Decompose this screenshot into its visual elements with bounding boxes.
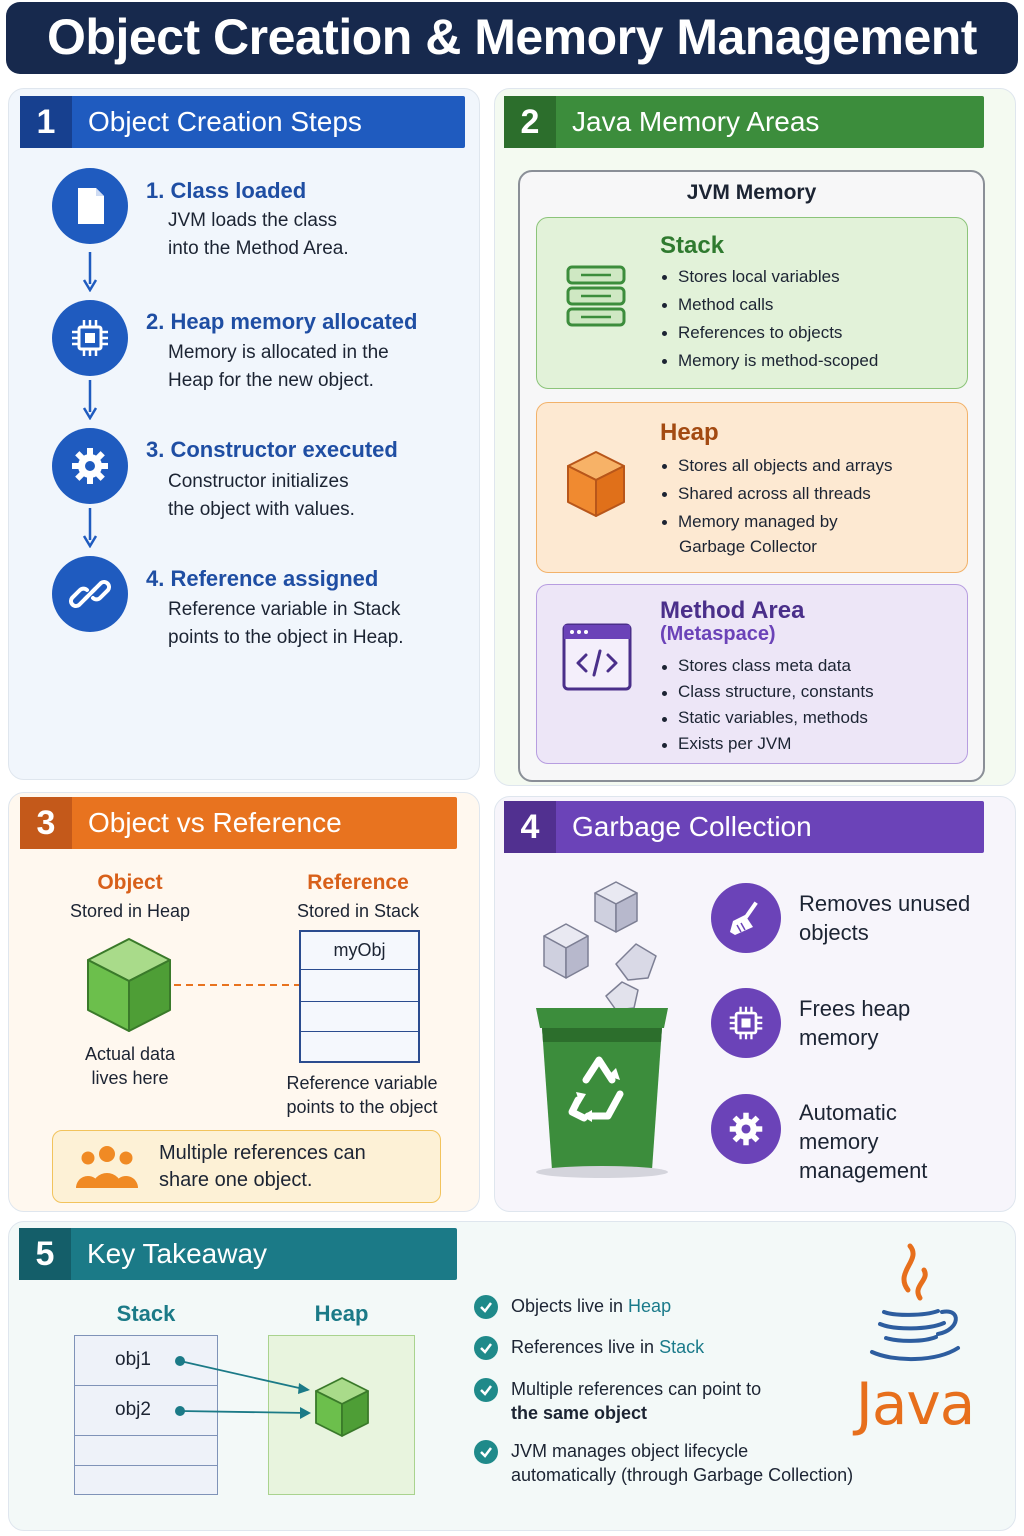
stack-slot bbox=[301, 1032, 418, 1061]
gc-point-line: Frees heap bbox=[799, 996, 911, 1021]
step-title: 4. Reference assigned bbox=[146, 566, 379, 591]
gc-point bbox=[799, 889, 970, 947]
stack-list-item: Memory is method-scoped bbox=[660, 347, 878, 375]
people-group-icon bbox=[74, 1144, 140, 1190]
note-line: share one object. bbox=[159, 1169, 313, 1191]
takeaway-text-bold: the same object bbox=[511, 1403, 648, 1423]
chip-icon bbox=[711, 988, 781, 1058]
section-title: Java Memory Areas bbox=[572, 106, 820, 137]
takeaway-text: automatically (through Garbage Collection) bbox=[511, 1465, 854, 1485]
heap-list-continuation: Garbage Collector bbox=[679, 537, 817, 556]
object-caption-line: Actual data bbox=[84, 1044, 176, 1064]
heap-list-item: Memory managed by bbox=[660, 508, 893, 536]
step-body-line: Heap for the new object. bbox=[168, 370, 374, 391]
gc-point bbox=[799, 1098, 927, 1185]
stack-slot bbox=[301, 1002, 418, 1032]
takeaway-text: Multiple references can point to bbox=[511, 1379, 762, 1399]
link-icon bbox=[52, 556, 128, 632]
object-cube-icon bbox=[84, 936, 174, 1034]
takeaway-point bbox=[511, 1335, 704, 1359]
reference-variable: myObj bbox=[301, 932, 418, 970]
gc-point-line: memory bbox=[799, 1129, 879, 1154]
note-line: Multiple references can bbox=[159, 1142, 366, 1164]
broom-icon bbox=[711, 883, 781, 953]
check-icon bbox=[474, 1440, 498, 1464]
takeaway-text: References live in bbox=[511, 1337, 660, 1357]
method-area-list-item: Class structure, constants bbox=[660, 679, 874, 705]
gc-point-line: memory bbox=[799, 1025, 879, 1050]
section-title: Garbage Collection bbox=[572, 811, 812, 842]
step-body-line: Constructor initializes bbox=[168, 471, 349, 492]
arrow-down-icon bbox=[82, 380, 98, 420]
step-title: 3. Constructor executed bbox=[146, 437, 398, 462]
reference-caption-line: points to the object bbox=[286, 1097, 438, 1117]
section-number: 1 bbox=[20, 96, 72, 148]
stack-layers-icon bbox=[565, 265, 627, 327]
stack-title: Stack bbox=[660, 232, 725, 259]
takeaway-point bbox=[511, 1377, 761, 1425]
stack-list-item: Stores local variables bbox=[660, 263, 878, 291]
heap-list bbox=[660, 452, 893, 536]
gear-icon bbox=[711, 1094, 781, 1164]
stack-variable: obj1 bbox=[115, 1349, 151, 1370]
stack-list bbox=[660, 263, 878, 375]
heap-list-item: Stores all objects and arrays bbox=[660, 452, 893, 480]
shared-object-text bbox=[159, 1140, 366, 1194]
cube-icon bbox=[564, 448, 628, 520]
stack-row bbox=[75, 1436, 217, 1466]
check-icon bbox=[474, 1378, 498, 1402]
stack-list-item: Method calls bbox=[660, 291, 878, 319]
jvm-memory-label: JVM Memory bbox=[686, 181, 817, 204]
section-number: 4 bbox=[504, 801, 556, 853]
object-label: Object bbox=[97, 871, 163, 894]
gear-icon bbox=[52, 428, 128, 504]
reference-label: Reference bbox=[307, 871, 409, 894]
memory-header bbox=[504, 96, 984, 148]
heap-cube-icon bbox=[313, 1376, 371, 1438]
step-body-line: JVM loads the class bbox=[168, 210, 337, 231]
gc-point bbox=[799, 994, 910, 1052]
arrow-down-icon bbox=[82, 508, 98, 548]
check-icon bbox=[474, 1336, 498, 1360]
takeaway-point bbox=[511, 1439, 853, 1487]
page-title: Object Creation & Memory Management bbox=[6, 2, 1018, 74]
gc-point-line: objects bbox=[799, 920, 869, 945]
recycle-bin-icon bbox=[526, 880, 676, 1180]
method-area-list-item: Stores class meta data bbox=[660, 653, 874, 679]
step-body bbox=[168, 596, 404, 652]
gc-point-line: Automatic bbox=[799, 1100, 897, 1125]
method-area-list-item: Static variables, methods bbox=[660, 705, 874, 731]
section-title: Object Creation Steps bbox=[88, 106, 362, 137]
takeaway-stack-label: Stack bbox=[116, 1301, 176, 1326]
heap-title: Heap bbox=[660, 419, 719, 446]
gc-header bbox=[504, 801, 984, 853]
java-cup-logo bbox=[864, 1242, 964, 1370]
step-body bbox=[168, 339, 389, 395]
step-body bbox=[168, 468, 355, 524]
step-body-line: Memory is allocated in the bbox=[168, 342, 389, 363]
objref-header bbox=[20, 797, 457, 849]
stack-slot bbox=[301, 970, 418, 1002]
reference-stack-table bbox=[299, 930, 420, 1063]
section-number: 3 bbox=[20, 797, 72, 849]
step-body-line: Reference variable in Stack bbox=[168, 599, 401, 620]
takeaway-point bbox=[511, 1294, 671, 1318]
takeaway-text: Objects live in bbox=[511, 1296, 629, 1316]
object-sublabel: Stored in Heap bbox=[69, 901, 191, 921]
reference-sublabel: Stored in Stack bbox=[296, 901, 420, 921]
step-title: 1. Class loaded bbox=[146, 178, 307, 203]
method-area-list-item: Exists per JVM bbox=[660, 731, 874, 757]
step-title: 2. Heap memory allocated bbox=[146, 309, 418, 334]
code-window-icon bbox=[562, 623, 632, 693]
takeaway-heap-label: Heap bbox=[314, 1301, 369, 1326]
section-title: Key Takeaway bbox=[87, 1238, 268, 1269]
reference-caption bbox=[262, 1071, 462, 1119]
document-icon bbox=[52, 168, 128, 244]
takeaway-highlight: Stack bbox=[659, 1337, 705, 1357]
takeaway-header bbox=[19, 1228, 457, 1280]
check-icon bbox=[474, 1295, 498, 1319]
section-title: Object vs Reference bbox=[88, 807, 342, 838]
object-caption-line: lives here bbox=[91, 1068, 169, 1088]
method-area-subtitle: (Metaspace) bbox=[660, 623, 776, 645]
section-number: 5 bbox=[19, 1228, 71, 1280]
gc-point-line: management bbox=[799, 1158, 928, 1183]
takeaway-highlight: Heap bbox=[628, 1296, 672, 1316]
section-number: 2 bbox=[504, 96, 556, 148]
gc-point-line: Removes unused bbox=[799, 891, 971, 916]
step-body-line: into the Method Area. bbox=[168, 238, 349, 259]
chip-icon bbox=[52, 300, 128, 376]
method-area-title: Method Area bbox=[660, 597, 805, 624]
stack-list-item: References to objects bbox=[660, 319, 878, 347]
arrow-down-icon bbox=[82, 252, 98, 292]
java-logo-text: Java bbox=[855, 1370, 975, 1438]
creation-header bbox=[20, 96, 465, 148]
method-area-list bbox=[660, 653, 874, 757]
heap-list-item: Shared across all threads bbox=[660, 480, 893, 508]
takeaway-text: JVM manages object lifecycle bbox=[511, 1441, 749, 1461]
reference-caption-line: Reference variable bbox=[286, 1073, 438, 1093]
object-caption bbox=[30, 1042, 230, 1090]
stack-variable: obj2 bbox=[115, 1399, 151, 1420]
step-body-line: the object with values. bbox=[168, 499, 355, 520]
reference-arrows bbox=[170, 1350, 320, 1430]
step-body bbox=[168, 207, 349, 263]
step-body-line: points to the object in Heap. bbox=[168, 627, 404, 648]
